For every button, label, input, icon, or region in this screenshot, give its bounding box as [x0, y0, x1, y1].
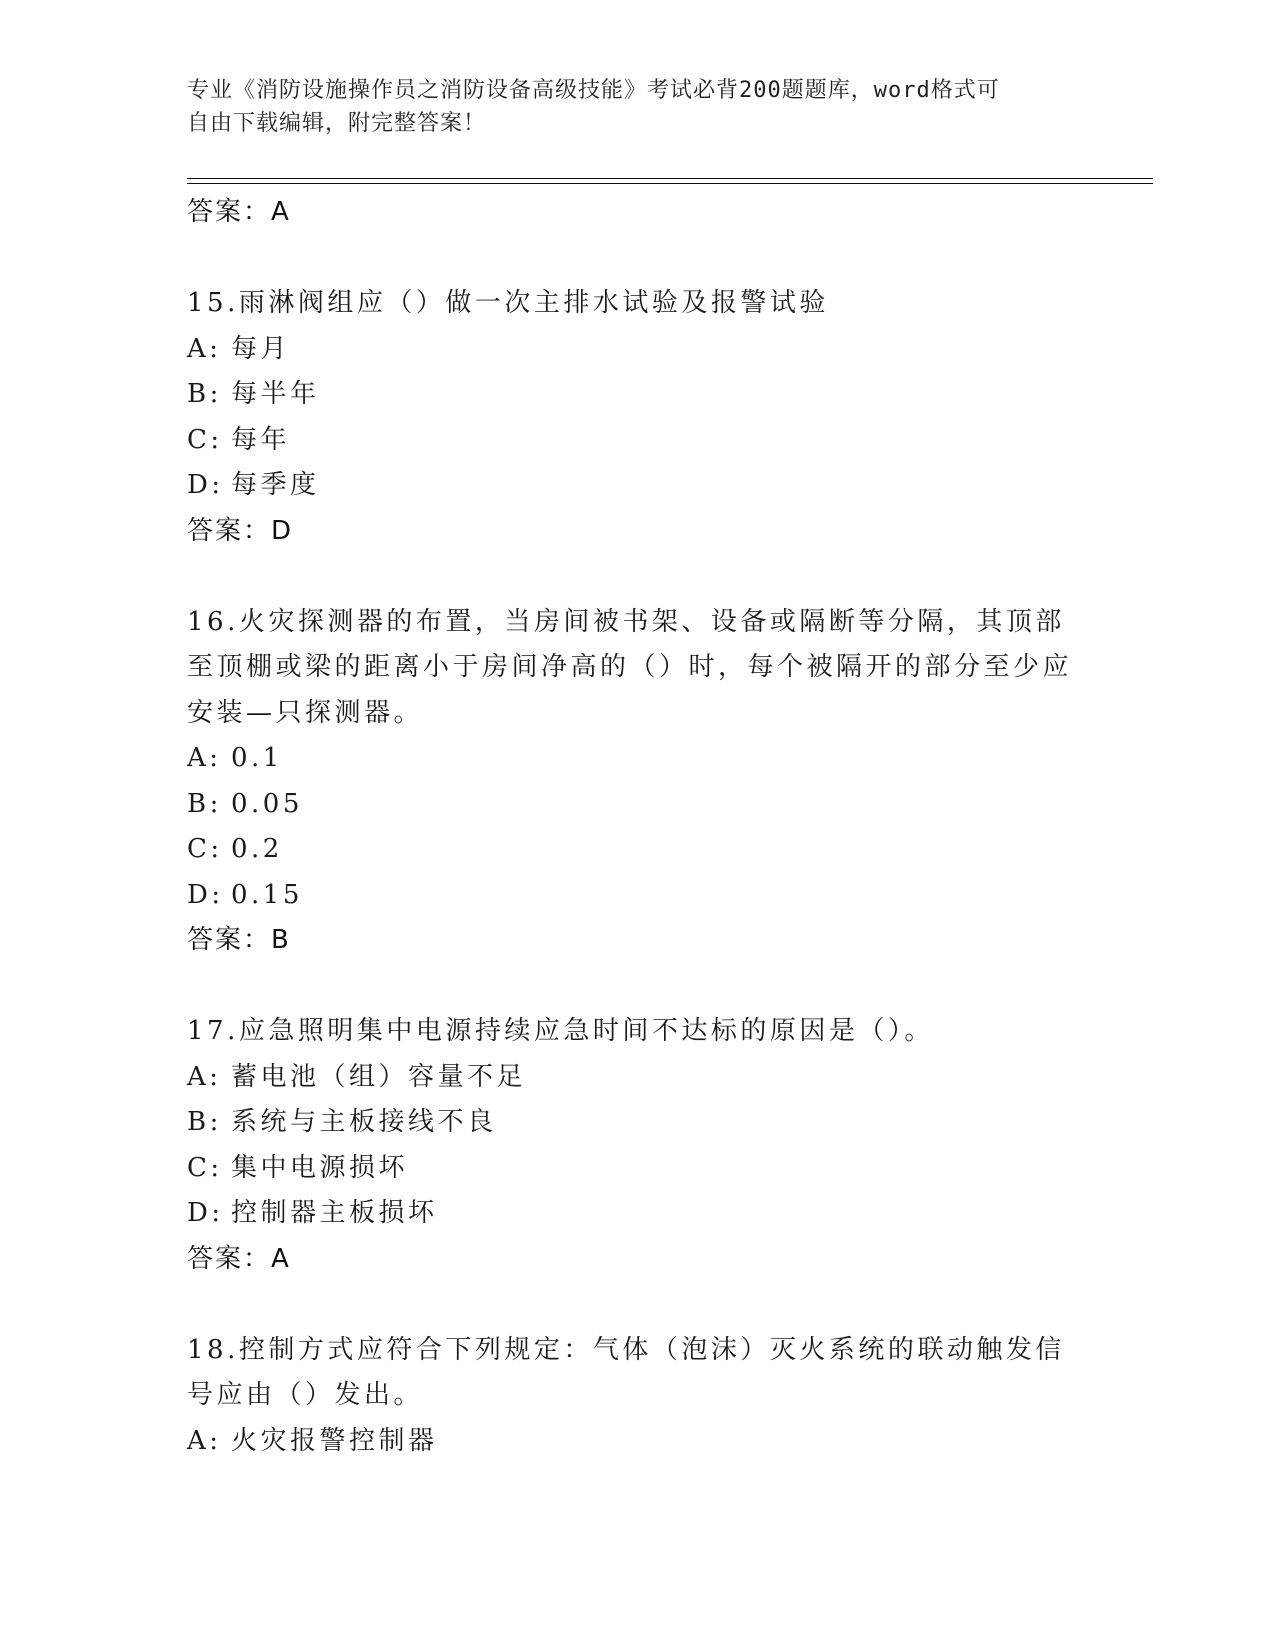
- option-text: 每年: [231, 424, 291, 455]
- header-divider-bottom: [187, 183, 1153, 184]
- question-18: [187, 1328, 1077, 1465]
- question-16: [187, 600, 1077, 964]
- option-b: [187, 782, 1077, 828]
- option-text: 0.2: [231, 834, 283, 864]
- question-text: 18.控制方式应符合下列规定：气体（泡沫）灭火系统的联动触发信号应由（）发出。: [187, 1334, 1065, 1410]
- option-text: 0.15: [231, 879, 303, 910]
- option-key: D:: [187, 879, 224, 910]
- question-text: 16.火灾探测器的布置，当房间被书架、设备或隔断等分隔，其顶部至顶棚或梁的距离小于房间净高的（）时，每个被隔开的部分至少应安装—只探测器。: [187, 606, 1073, 728]
- spacer: [187, 235, 1077, 281]
- option-key: A:: [187, 743, 222, 773]
- option-key: D:: [187, 470, 224, 500]
- option-c: [187, 827, 1077, 873]
- spacer: [187, 1282, 1077, 1328]
- option-key: C:: [187, 834, 223, 864]
- question-17: [187, 1009, 1077, 1282]
- question-answer: 答案：A: [187, 1243, 291, 1274]
- header-line-1: 专业《消防设施操作员之消防设备高级技能》考试必背200题题库，word格式可: [187, 78, 1000, 103]
- option-key: A:: [187, 1061, 222, 1092]
- option-d: [187, 463, 1077, 509]
- spacer: [187, 554, 1077, 600]
- option-c: [187, 418, 1077, 464]
- option-text: 0.1: [231, 743, 283, 773]
- prev-question-answer: 答案：A: [187, 197, 291, 227]
- option-key: A:: [187, 333, 222, 364]
- option-key: D:: [187, 1198, 224, 1228]
- option-text: 火灾报警控制器: [231, 1425, 438, 1456]
- option-a: [187, 736, 1077, 782]
- page-header: [187, 74, 1067, 140]
- option-key: C:: [187, 424, 223, 455]
- option-b: [187, 372, 1077, 418]
- option-text: 蓄电池（组）容量不足: [231, 1061, 527, 1092]
- header-line-2: 自由下载编辑，附完整答案！: [187, 111, 487, 136]
- question-text: 17.应急照明集中电源持续应急时间不达标的原因是（）。: [187, 1016, 934, 1046]
- question-answer: 答案：D: [187, 515, 294, 546]
- option-key: B:: [187, 1107, 222, 1137]
- spacer: [187, 963, 1077, 1009]
- option-text: 集中电源损坏: [231, 1152, 409, 1183]
- option-key: B:: [187, 788, 222, 819]
- option-key: A:: [187, 1425, 222, 1456]
- option-a: [187, 1419, 1077, 1465]
- option-c: [187, 1146, 1077, 1192]
- option-text: 每季度: [231, 470, 320, 500]
- question-answer: 答案：B: [187, 925, 291, 955]
- question-text: 15.雨淋阀组应（）做一次主排水试验及报警试验: [187, 288, 829, 318]
- option-a: [187, 327, 1077, 373]
- option-text: 每月: [231, 333, 291, 364]
- header-divider-top: [187, 178, 1153, 179]
- option-text: 每半年: [231, 379, 320, 409]
- option-key: C:: [187, 1152, 223, 1183]
- option-key: B:: [187, 379, 222, 409]
- option-text: 系统与主板接线不良: [231, 1107, 497, 1137]
- option-a: [187, 1055, 1077, 1101]
- option-text: 0.05: [231, 788, 303, 819]
- question-list: [187, 190, 1077, 1464]
- option-b: [187, 1100, 1077, 1146]
- question-15: [187, 281, 1077, 554]
- option-d: [187, 873, 1077, 919]
- option-d: [187, 1191, 1077, 1237]
- option-text: 控制器主板损坏: [231, 1198, 438, 1228]
